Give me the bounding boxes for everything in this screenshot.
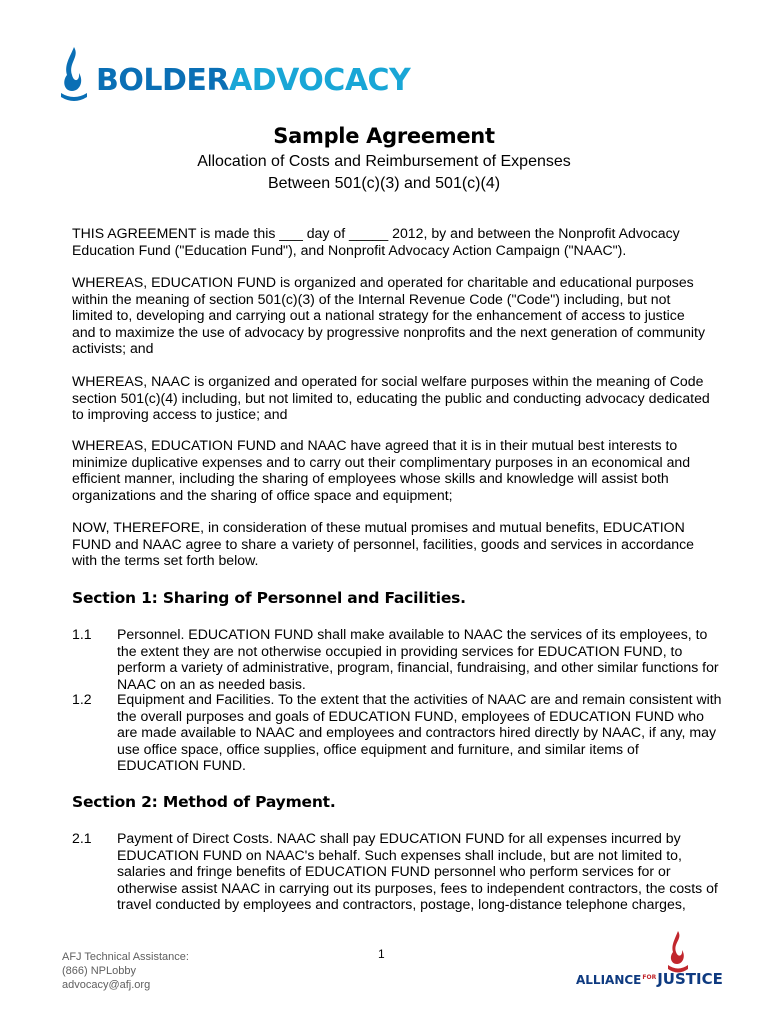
item-text: Payment of Direct Costs. NAAC shall pay EDUCATION FUND for all expenses incurred by EDUCATION FUND on NAAC's behalf. Such expenses shall include, but are not limited to, salaries and fringe benefits of EDUCATION FUND personnel who perform services for or otherwise assist NAAC in carrying out its purposes, fees to independent contractors, the costs of travel conducted by employees and contractors, postage, long-distance telephone charges,: [117, 830, 718, 913]
page-number: 1: [378, 947, 385, 961]
item-number: 1.1: [72, 626, 92, 642]
footer-contact: [62, 950, 189, 992]
footer-line-phone: (866) NPLobby: [62, 965, 136, 977]
bolder-advocacy-logo: [58, 44, 410, 108]
afj-for-text: FOR: [642, 974, 657, 981]
afj-justice-text: JUSTICE: [657, 970, 723, 988]
flame-icon: [58, 45, 90, 107]
document-subtitle-line2: Between 501(c)(3) and 501(c)(4): [267, 175, 501, 192]
logo-text-advocacy: ADVOCACY: [228, 62, 411, 98]
item-text: Personnel. EDUCATION FUND shall make available to NAAC the services of its employees, to the extent they are not otherwise occupied in providing services for EDUCATION FUND, to perform a variety of administrative, program, financial, fundraising, and other similar functions for NAAC on an as needed basis.: [117, 626, 719, 692]
logo-wordmark: [96, 63, 410, 98]
footer-line-email: advocacy@afj.org: [62, 979, 151, 991]
whereas-education-fund-paragraph: WHEREAS, EDUCATION FUND is organized and operated for charitable and educational purposes within the meaning of section 501(c)(3) of the Internal Revenue Code ("Code") including, but not limited to, developing and carrying out a national strategy for the enhancement of access to justice and to maximize the use of advocacy by progressive nonprofits and the next generation of community activists; and: [72, 274, 706, 357]
section-1-heading: Section 1: Sharing of Personnel and Facilities.: [72, 589, 466, 607]
item-number: 2.1: [72, 830, 92, 846]
footer-line-assistance: AFJ Technical Assistance:: [62, 951, 189, 963]
afj-wordmark: [576, 970, 723, 988]
logo-text-bolder: BOLDER: [96, 62, 229, 98]
item-text: Equipment and Facilities. To the extent that the activities of NAAC are and remain consistent with the overall purposes and goals of EDUCATION FUND, employees of EDUCATION FUND who are made available to NAAC and employees and contractors hired directly by NAAC, if any, may use office space, office supplies, office equipment and furniture, and similar items of EDUCATION FUND.: [117, 691, 722, 774]
document-subtitle-line1: Allocation of Costs and Reimbursement of Expenses: [197, 153, 571, 170]
now-therefore-paragraph: NOW, THEREFORE, in consideration of these mutual promises and mutual benefits, EDUCATION FUND and NAAC agree to share a variety of personnel, facilities, goods and services in accordance with the terms set forth below.: [72, 519, 695, 569]
document-title: Sample Agreement: [273, 124, 495, 148]
agreement-intro-paragraph: THIS AGREEMENT is made this ___ day of _____ 2012, by and between the Nonprofit Advocacy Education Fund ("Education Fund"), and Nonprofit Advocacy Action Campaign ("NAAC").: [72, 225, 680, 258]
whereas-naac-paragraph: WHEREAS, NAAC is organized and operated for social welfare purposes within the meaning of Code section 501(c)(4) including, but not limited to, educating the public and conducting advocacy dedicated to improving access to justice; and: [72, 373, 710, 423]
item-number: 1.2: [72, 691, 92, 707]
afj-alliance-text: ALLIANCE: [576, 973, 642, 987]
section-2-heading: Section 2: Method of Payment.: [72, 793, 336, 811]
flame-icon: [666, 930, 690, 974]
alliance-for-justice-logo: [576, 930, 723, 990]
whereas-agreement-paragraph: WHEREAS, EDUCATION FUND and NAAC have agreed that it is in their mutual best interests to minimize duplicative expenses and to carry out their complimentary purposes in an economical and efficient manner, including the sharing of employees whose skills and knowledge will assist both organizations and the sharing of office space and equipment;: [72, 437, 691, 503]
